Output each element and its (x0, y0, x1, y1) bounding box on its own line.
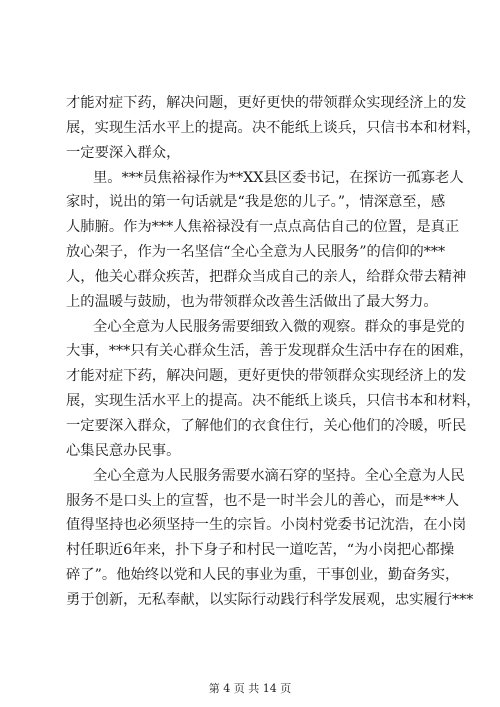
text-line: 服务不是口头上的宣誓，也不是一时半会儿的善心，而是***人 (66, 492, 460, 509)
text-line: 全心全意为人民服务需要细致入微的观察。群众的事是党的 (93, 318, 465, 335)
text-line: 放心架子，作为一名坚信“全心全意为人民服务”的信仰的*** (66, 244, 446, 261)
text-line: 才能对症下药，解决问题，更好更快的带领群众实现经济上的发 (66, 368, 467, 385)
text-line: 人，他关心群众疾苦，把群众当成自己的亲人，给群众带去精神 (66, 268, 467, 285)
text-line: 值得坚持也必须坚持一生的宗旨。小岗村党委书记沈浩，在小岗 (66, 517, 467, 534)
text-line: 心集民意办民事。 (66, 442, 181, 459)
text-line: 家时，说出的第一句话就是“我是您的儿子。”，情深意至，感 (66, 194, 446, 211)
paragraph-3 (66, 315, 481, 464)
text-line: 大事，***只有关心群众生活，善于发现群众生活中存在的困难， (66, 343, 474, 360)
text-line: 村任职近6年来，扑下身子和村民一道吃苦，“为小岗把心都操 (66, 542, 455, 559)
page-number-label: 第 4 页 共 14 页 (208, 682, 292, 695)
text-line: 上的温暖与鼓励，也为带领群众改善生活做出了最大努力。 (66, 293, 438, 310)
text-line: 勇于创新，无私奉献，以实际行动践行科学发展观，忠实履行*** (66, 591, 474, 608)
text-line: 碎了”。他始终以党和人民的事业为重，干事创业，勤奋务实， (66, 567, 460, 584)
text-line: 全心全意为人民服务需要水滴石穿的坚持。全心全意为人民 (93, 467, 465, 484)
paragraph-1 (66, 91, 481, 166)
text-line: 一定要深入群众， (66, 144, 181, 161)
document-body (66, 91, 481, 613)
text-line: 才能对症下药，解决问题，更好更快的带领群众实现经济上的发 (66, 95, 467, 111)
paragraph-4 (66, 464, 474, 613)
text-line: 展，实现生活水平上的提高。决不能纸上谈兵，只信书本和材料， (66, 119, 481, 136)
paragraph-2 (66, 166, 467, 315)
text-line: 人肺腑。作为***人焦裕禄没有一点点高估自己的位置，是真正 (66, 219, 460, 236)
text-line: 展，实现生活水平上的提高。决不能纸上谈兵，只信书本和材料， (66, 393, 481, 410)
text-line: 里。***员焦裕禄作为**XX县区委书记，在探访一孤寡老人 (93, 169, 464, 186)
page-footer (0, 680, 500, 696)
text-line: 一定要深入群众，了解他们的衣食住行，关心他们的冷暖，听民 (66, 417, 467, 434)
